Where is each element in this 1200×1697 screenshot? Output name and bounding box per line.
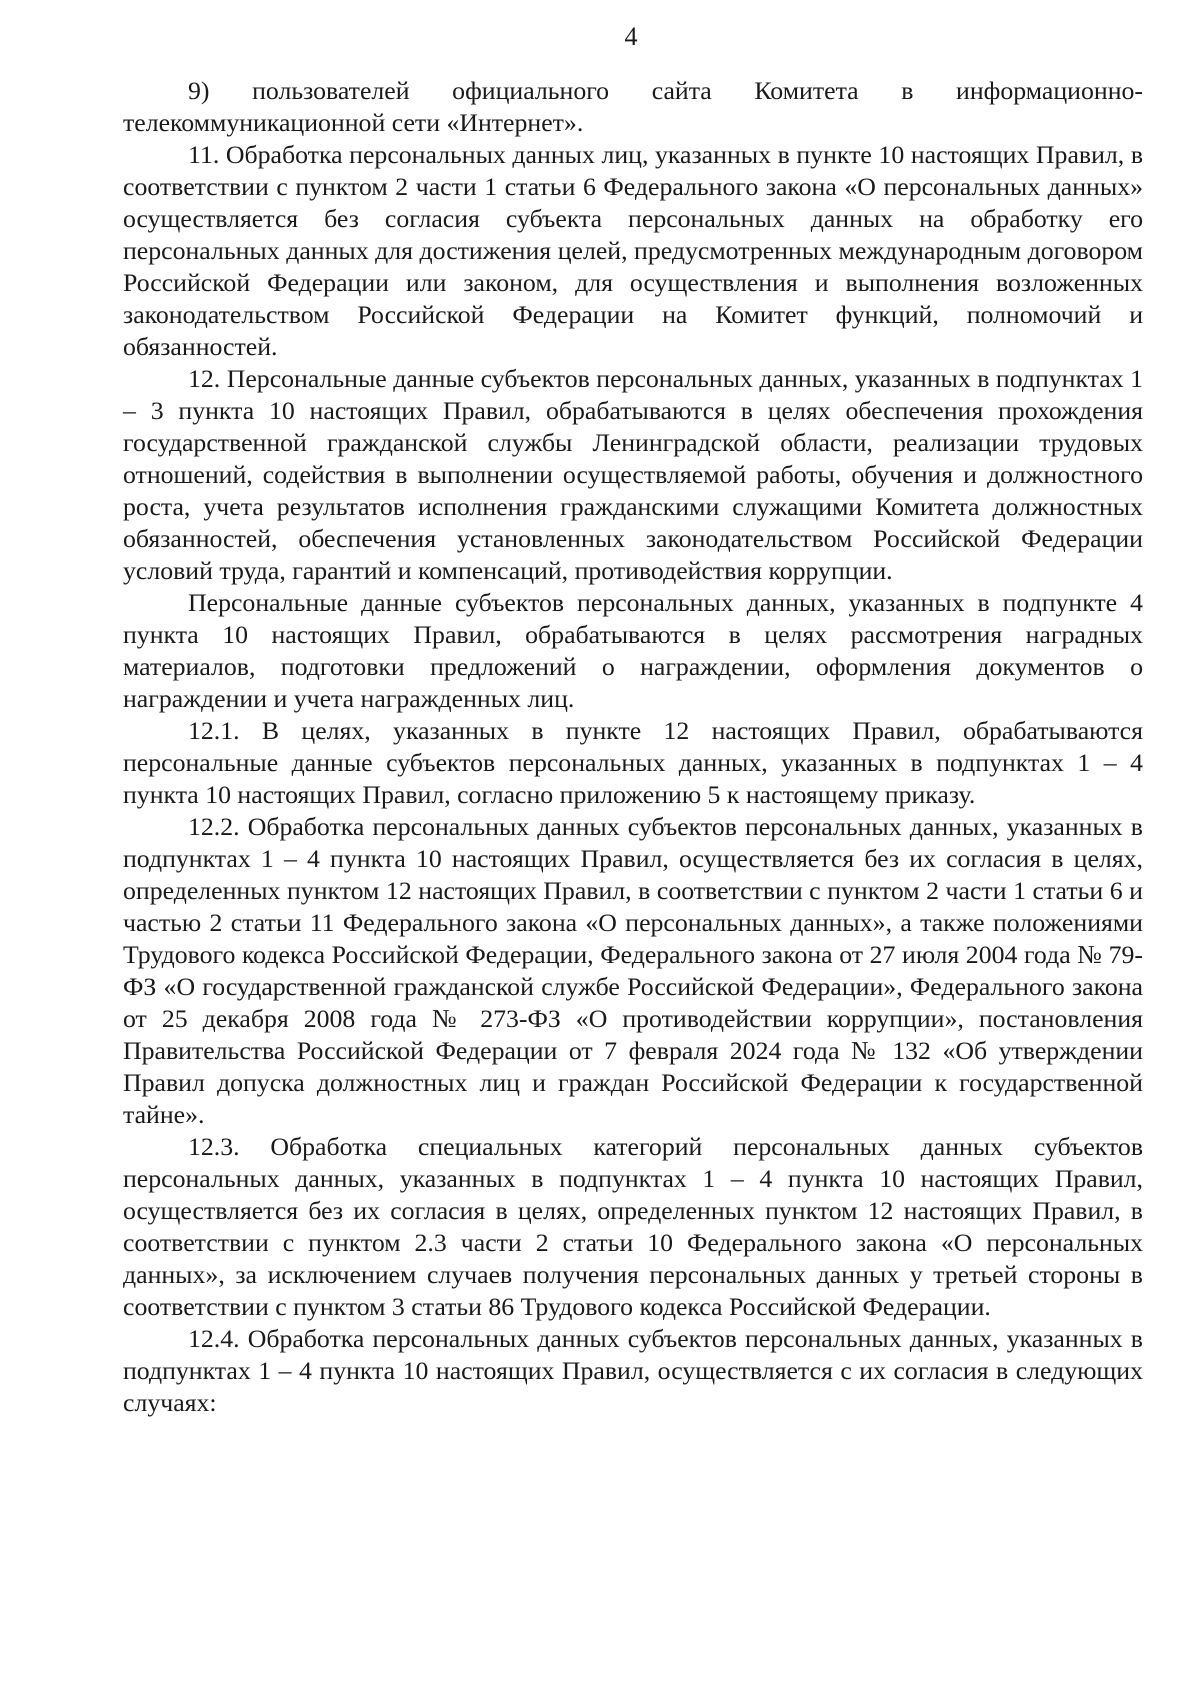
paragraph-section-12: 12. Персональные данные субъектов персональных данных, указанных в подпунктах 1 – 3 пункта 10 настоящих Правил, обрабатываются в целях обеспечения прохождения государственной гражданской службы Ленинградской области, реализации трудовых отношений, содействия в выполнении осуществляемой работы, обучения и должностного роста, учета результатов исполнения гражданскими служащими Комитета должностных обязанностей, обеспечения установленных законодательством Российской Федерации условий труда, гарантий и компенсаций, противодействия коррупции.	[123, 364, 1143, 585]
paragraph-item-9: 9) пользователей официального сайта Комитета в информационно-телекоммуникационной сети «Интернет».	[123, 76, 1143, 137]
paragraph-section-12-3: 12.3. Обработка специальных категорий персональных данных субъектов персональных данных, указанных в подпунктах 1 – 4 пункта 10 настоящих Правил, осуществляется без их согласия в целях, определенных пунктом 12 настоящих Правил, в соответствии с пунктом 2.3 части 2 статьи 10 Федерального закона «О персональных данных», за исключением случаев получения персональных данных у третьей стороны в соответствии с пунктом 3 статьи 86 Трудового кодекса Российской Федерации.	[123, 1132, 1143, 1321]
page-number: 4	[624, 22, 638, 51]
paragraph-section-12-1: 12.1. В целях, указанных в пункте 12 настоящих Правил, обрабатываются персональные данные субъектов персональных данных, указанных в подпунктах 1 – 4 пункта 10 настоящих Правил, согласно приложению 5 к настоящему приказу.	[123, 716, 1143, 809]
paragraph-section-11: 11. Обработка персональных данных лиц, указанных в пункте 10 настоящих Правил, в соответствии с пунктом 2 части 1 статьи 6 Федерального закона «О персональных данных» осуществляется без согласия субъекта персональных данных на обработку его персональных данных для достижения целей, предусмотренных международным договором Российской Федерации или законом, для осуществления и выполнения возложенных законодательством Российской Федерации на Комитет функций, полномочий и обязанностей.	[123, 140, 1143, 361]
paragraph-section-12-2: 12.2. Обработка персональных данных субъектов персональных данных, указанных в подпунктах 1 – 4 пункта 10 настоящих Правил, осуществляется без их согласия в целях, определенных пунктом 12 настоящих Правил, в соответствии с пунктом 2 части 1 статьи 6 и частью 2 статьи 11 Федерального закона «О персональных данных», а также положениями Трудового кодекса Российской Федерации, Федерального закона от 27 июля 2004 года № 79-ФЗ «О государственной гражданской службе Российской Федерации», Федерального закона от 25 декабря 2008 года № 273-ФЗ «О противодействии коррупции», постановления Правительства Российской Федерации от 7 февраля 2024 года № 132 «Об утверждении Правил допуска должностных лиц и граждан Российской Федерации к государственной тайне».	[123, 812, 1143, 1129]
document-body	[123, 75, 1143, 1419]
paragraph-section-12-4: 12.4. Обработка персональных данных субъектов персональных данных, указанных в подпунктах 1 – 4 пункта 10 настоящих Правил, осуществляется с их согласия в следующих случаях:	[123, 1324, 1143, 1417]
paragraph-section-12-continued: Персональные данные субъектов персональных данных, указанных в подпункте 4 пункта 10 настоящих Правил, обрабатываются в целях рассмотрения наградных материалов, подготовки предложений о награждении, оформления документов о награждении и учета награжденных лиц.	[123, 588, 1143, 713]
